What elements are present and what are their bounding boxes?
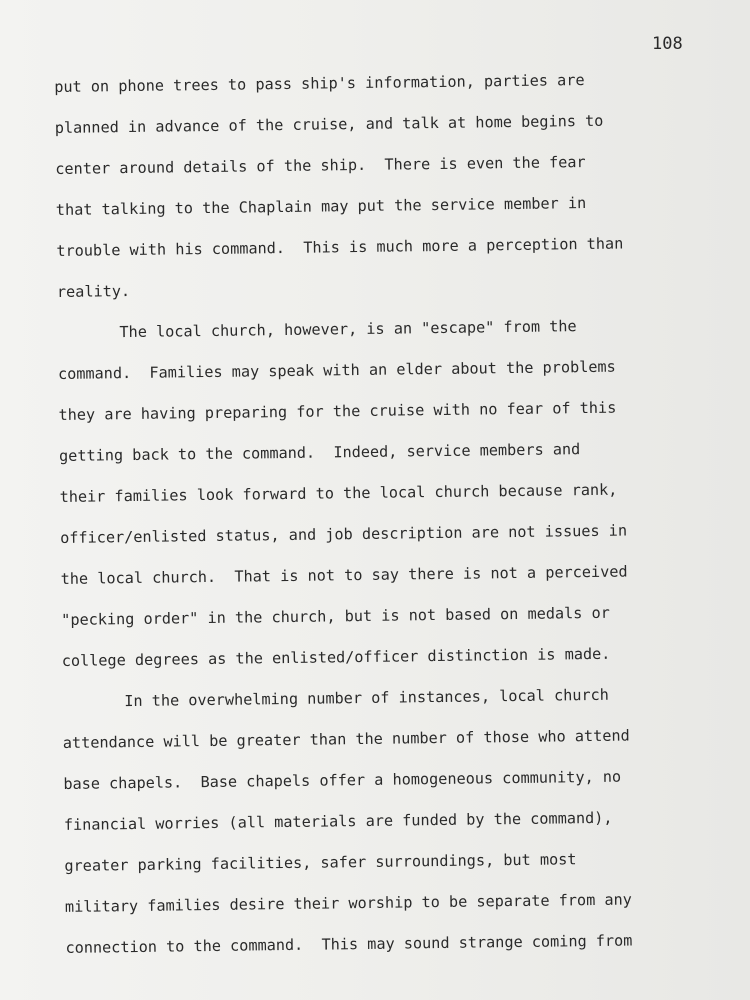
text-line: officer/enlisted status, and job description are not issues in — [60, 521, 628, 547]
text-line: command. Families may speak with an elder about the problems — [57, 357, 616, 383]
text-line: they are having preparing for the cruise with no fear of this — [58, 398, 617, 424]
text-line: put on phone trees to pass ship's information, parties are — [54, 71, 585, 96]
page-number: 108 — [652, 34, 683, 54]
body-text — [54, 58, 726, 969]
text-line: college degrees as the enlisted/officer distinction is made. — [61, 644, 611, 670]
text-line: trouble with his command. This is much more a perception than — [56, 234, 624, 260]
text-line: connection to the command. This may sound strange coming from — [65, 931, 633, 957]
text-line: the local church. That is not to say there is not a perceived — [60, 562, 628, 588]
text-line: base chapels. Base chapels offer a homogeneous community, no — [63, 767, 622, 793]
text-line: reality. — [56, 282, 131, 301]
text-line: that talking to the Chaplain may put the service member in — [55, 194, 587, 219]
text-line: In the overwhelming number of instances, local church — [124, 685, 610, 711]
text-line: The local church, however, is an "escape" from the — [119, 317, 577, 342]
text-line: "pecking order" in the church, but is not based on medals or — [61, 603, 610, 629]
text-line: greater parking facilities, safer surroundings, but most — [64, 850, 577, 875]
text-line: planned in advance of the cruise, and talk at home begins to — [54, 111, 604, 137]
text-line: their families look forward to the local church because rank, — [59, 480, 618, 506]
text-line: attendance will be greater than the number of those who attend — [62, 726, 630, 752]
text-line: getting back to the command. Indeed, service members and — [58, 440, 581, 465]
text-line: military families desire their worship to be separate from any — [64, 890, 632, 916]
text-line: center around details of the ship. There is even the fear — [55, 153, 586, 178]
text-line: financial worries (all materials are funded by the command), — [63, 808, 613, 834]
